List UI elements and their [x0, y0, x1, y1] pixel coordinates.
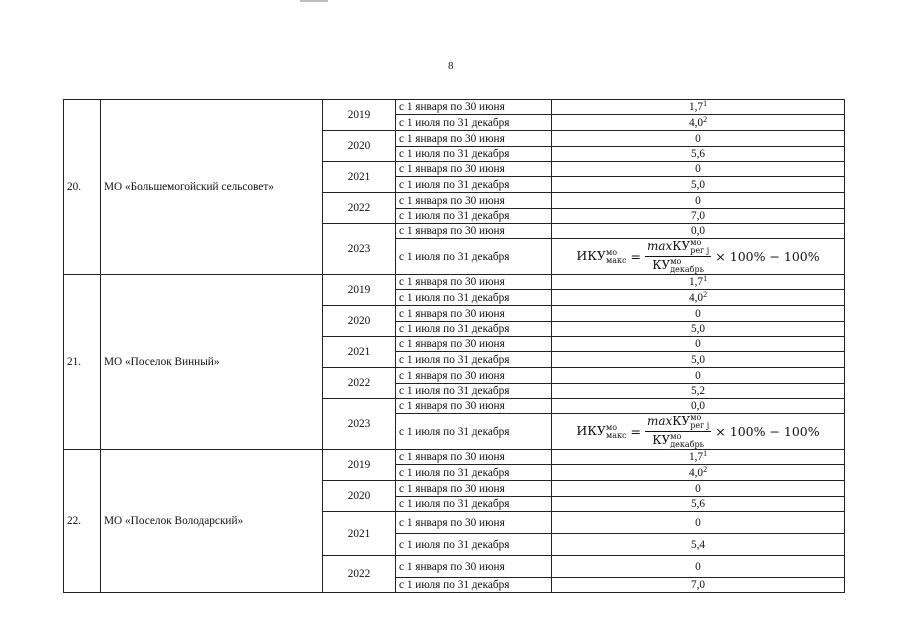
period-cell: с 1 января по 30 июня	[396, 556, 552, 578]
footnote-mark: 1	[703, 449, 708, 458]
index-value: 5,4	[690, 538, 706, 551]
formula-lhs	[576, 424, 626, 440]
formula-denominator	[650, 432, 706, 449]
scan-mark	[300, 0, 328, 2]
period-cell: с 1 июля по 31 декабря	[396, 414, 552, 450]
value-cell	[552, 399, 845, 414]
index-value: 4,0	[688, 116, 704, 129]
value-cell	[552, 322, 845, 337]
value-cell	[552, 162, 845, 177]
index-value: 0	[695, 369, 701, 382]
value-cell	[552, 306, 845, 322]
index-value: 0	[695, 307, 701, 320]
formula-num-main: КУ	[672, 239, 691, 253]
formula-den-sup: мо	[670, 432, 682, 441]
formula-num-sub: рег j	[690, 246, 710, 255]
formula-den-sub: декабрь	[670, 440, 704, 449]
year-cell: 2020	[323, 306, 396, 337]
footnote-mark: 2	[703, 114, 708, 124]
formula-lhs-indices	[606, 424, 626, 440]
period-cell: с 1 января по 30 июня	[396, 306, 552, 322]
index-value: 0	[695, 132, 701, 145]
period-cell: с 1 июля по 31 декабря	[396, 384, 552, 399]
formula-num-sup: мо	[690, 413, 702, 422]
year-cell: 2019	[323, 100, 396, 131]
value-cell	[552, 275, 845, 290]
formula-numerator	[645, 239, 711, 257]
entry-number: 20.	[64, 100, 101, 275]
tariff-table-body	[64, 100, 845, 593]
period-cell: с 1 января по 30 июня	[396, 162, 552, 177]
index-value: 4,0	[688, 291, 704, 304]
formula: ИКУмо макс = maxКУмо рег j КУмо декабрь × 100% − 100%	[576, 413, 820, 449]
period-cell: с 1 июля по 31 декабря	[396, 352, 552, 368]
period-cell: с 1 января по 30 июня	[396, 275, 552, 290]
formula-den-sub: декабрь	[670, 265, 704, 274]
value-cell	[552, 556, 845, 578]
formula-den-main: КУ	[652, 433, 671, 447]
index-value: 1,7	[688, 101, 704, 113]
index-value: 0	[695, 482, 701, 495]
tariff-table	[63, 99, 845, 593]
municipality-name: МО «Поселок Володарский»	[101, 450, 323, 593]
index-value: 7,0	[690, 579, 706, 591]
period-cell: с 1 января по 30 июня	[396, 193, 552, 209]
value-cell	[552, 414, 845, 450]
formula-num-prefix: max	[646, 414, 673, 428]
value-cell	[552, 497, 845, 512]
period-cell: с 1 января по 30 июня	[396, 224, 552, 239]
period-cell: с 1 июля по 31 декабря	[396, 239, 552, 275]
year-cell: 2019	[323, 275, 396, 306]
index-value: 5,0	[690, 323, 706, 335]
index-value: 4,0	[688, 466, 704, 479]
value-cell	[552, 115, 845, 131]
footnote-mark: 2	[703, 464, 708, 474]
value-cell	[552, 100, 845, 115]
formula-den-indices	[670, 433, 704, 449]
formula-denominator	[650, 257, 706, 274]
period-cell: с 1 июля по 31 декабря	[396, 322, 552, 337]
period-cell: с 1 июля по 31 декабря	[396, 147, 552, 162]
footnote-mark: 2	[703, 289, 708, 299]
index-value: 0	[695, 560, 701, 573]
period-cell: с 1 июля по 31 декабря	[396, 465, 552, 481]
value-cell	[552, 131, 845, 147]
value-cell	[552, 352, 845, 368]
index-value: 0	[695, 516, 701, 529]
table-row	[64, 275, 845, 290]
index-value: 7,0	[690, 210, 706, 222]
index-value: 5,0	[690, 353, 706, 366]
municipality-name: МО «Поселок Винный»	[101, 275, 323, 450]
year-cell: 2020	[323, 481, 396, 512]
index-value: 0	[695, 338, 701, 350]
formula-lhs-main: ИКУ	[576, 422, 606, 438]
formula-numerator	[645, 414, 711, 432]
table-row	[64, 100, 845, 115]
footnote-mark: 1	[703, 274, 708, 283]
period-cell: с 1 января по 30 июня	[396, 399, 552, 414]
formula-num-indices	[690, 239, 709, 255]
page-number: 8	[448, 60, 454, 72]
period-cell: с 1 января по 30 июня	[396, 450, 552, 465]
index-value: 0,0	[690, 400, 706, 412]
value-cell	[552, 534, 845, 556]
index-value: 1,7	[688, 451, 704, 463]
index-value: 0	[695, 163, 701, 175]
formula-num-prefix: max	[646, 239, 673, 253]
entry-number: 21.	[64, 275, 101, 450]
period-cell: с 1 января по 30 июня	[396, 131, 552, 147]
formula-lhs-sup: мо	[605, 422, 618, 432]
index-value: 0,0	[690, 225, 706, 237]
period-cell: с 1 января по 30 июня	[396, 337, 552, 352]
formula-lhs-sub: макс	[605, 255, 627, 265]
period-cell: с 1 января по 30 июня	[396, 100, 552, 115]
year-cell: 2023	[323, 399, 396, 450]
period-cell: с 1 июля по 31 декабря	[396, 497, 552, 512]
formula-den-indices	[670, 258, 704, 274]
index-value: 5,0	[690, 178, 706, 191]
index-value: 5,2	[690, 385, 706, 397]
formula-fraction	[645, 239, 711, 274]
value-cell	[552, 512, 845, 534]
value-cell	[552, 193, 845, 209]
formula-lhs-main: ИКУ	[576, 247, 606, 263]
value-cell	[552, 337, 845, 352]
formula-lhs-indices	[606, 249, 626, 265]
value-cell	[552, 209, 845, 224]
table-row	[64, 450, 845, 465]
formula-num-main: КУ	[672, 414, 691, 428]
index-value: 0	[695, 194, 701, 207]
footnote-mark: 1	[703, 99, 708, 108]
value-cell	[552, 465, 845, 481]
period-cell: с 1 июля по 31 декабря	[396, 534, 552, 556]
entry-number: 22.	[64, 450, 101, 593]
value-cell	[552, 239, 845, 275]
value-cell	[552, 384, 845, 399]
formula-lhs-sup: мо	[605, 247, 618, 257]
year-cell: 2022	[323, 556, 396, 593]
formula-num-sub: рег j	[690, 421, 710, 430]
value-cell	[552, 481, 845, 497]
year-cell: 2022	[323, 193, 396, 224]
period-cell: с 1 января по 30 июня	[396, 512, 552, 534]
formula-tail: × 100% − 100%	[715, 248, 820, 264]
formula-tail: × 100% − 100%	[715, 423, 820, 439]
year-cell: 2022	[323, 368, 396, 399]
year-cell: 2021	[323, 162, 396, 193]
period-cell: с 1 января по 30 июня	[396, 481, 552, 497]
index-value: 1,7	[688, 276, 704, 288]
formula-fraction	[645, 414, 711, 449]
value-cell	[552, 450, 845, 465]
value-cell	[552, 578, 845, 593]
year-cell: 2020	[323, 131, 396, 162]
formula-lhs-sub: макс	[605, 430, 627, 440]
value-cell	[552, 224, 845, 239]
period-cell: с 1 июля по 31 декабря	[396, 290, 552, 306]
period-cell: с 1 июля по 31 декабря	[396, 177, 552, 193]
formula: ИКУмо макс = maxКУмо рег j КУмо декабрь × 100% − 100%	[576, 238, 820, 274]
formula-den-main: КУ	[652, 258, 671, 272]
index-value: 5,6	[690, 498, 706, 510]
period-cell: с 1 июля по 31 декабря	[396, 115, 552, 131]
formula-den-sup: мо	[670, 257, 682, 266]
value-cell	[552, 147, 845, 162]
year-cell: 2023	[323, 224, 396, 275]
value-cell	[552, 368, 845, 384]
period-cell: с 1 июля по 31 декабря	[396, 578, 552, 593]
formula-num-sup: мо	[690, 238, 702, 247]
formula-num-indices	[690, 414, 709, 430]
period-cell: с 1 января по 30 июня	[396, 368, 552, 384]
value-cell	[552, 177, 845, 193]
year-cell: 2021	[323, 512, 396, 556]
formula-lhs	[576, 249, 626, 265]
index-value: 5,6	[690, 148, 706, 160]
year-cell: 2019	[323, 450, 396, 481]
period-cell: с 1 июля по 31 декабря	[396, 209, 552, 224]
municipality-name: МО «Большемогойский сельсовет»	[101, 100, 323, 275]
year-cell: 2021	[323, 337, 396, 368]
value-cell	[552, 290, 845, 306]
